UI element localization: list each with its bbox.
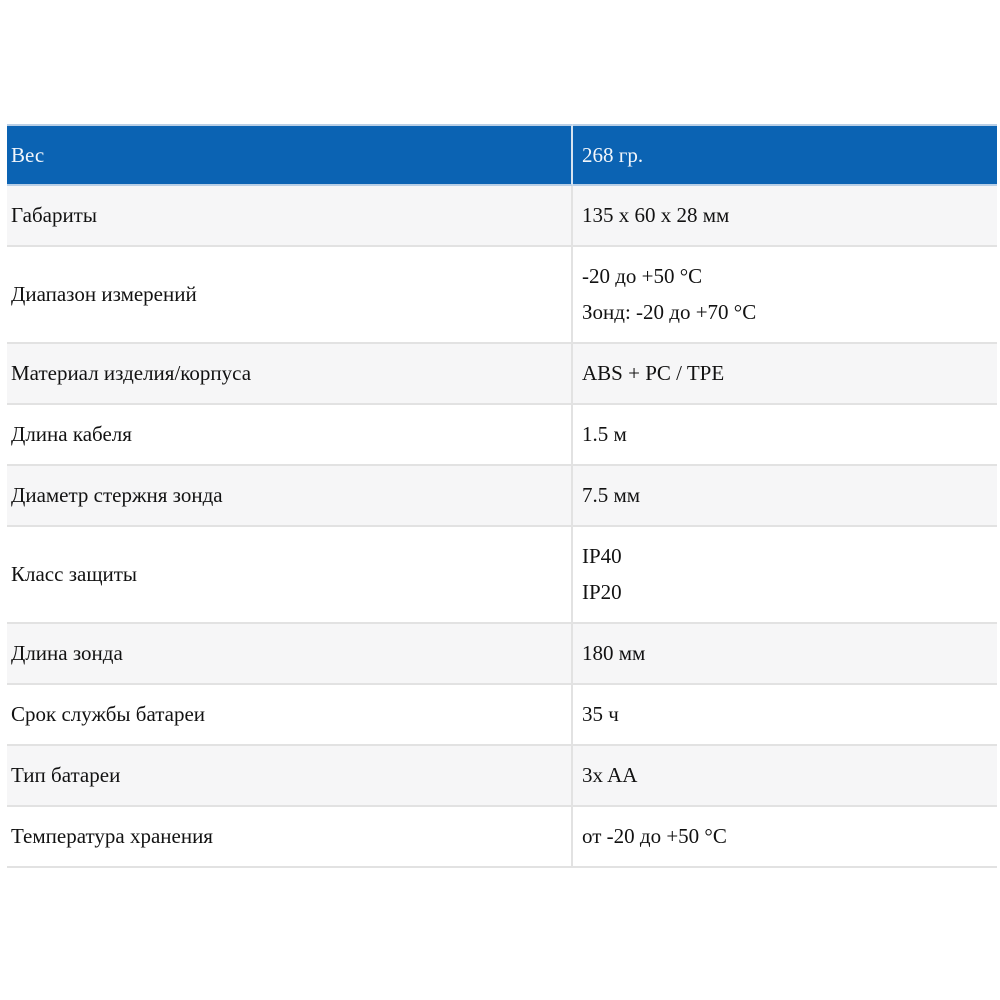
table-row xyxy=(7,247,997,344)
table-row xyxy=(7,685,997,746)
spec-label: Тип батареи xyxy=(11,763,121,787)
table-row xyxy=(7,746,997,807)
spec-value-cell xyxy=(573,186,997,247)
spec-header-row xyxy=(7,124,997,186)
table-row xyxy=(7,466,997,527)
spec-value: 35 ч xyxy=(582,702,619,726)
spec-label-cell xyxy=(7,466,573,527)
spec-value-line: IP40 xyxy=(582,544,622,568)
spec-value-line: Зонд: -20 до +70 °C xyxy=(582,300,757,324)
spec-value-line: IP20 xyxy=(582,580,622,604)
spec-label: Температура хранения xyxy=(11,824,213,848)
spec-value-line: -20 до +50 °C xyxy=(582,264,703,288)
spec-label-cell xyxy=(7,624,573,685)
spec-value: ABS + PC / TPE xyxy=(582,361,725,385)
spec-value: 135 x 60 x 28 мм xyxy=(582,203,730,227)
spec-value-cell xyxy=(573,466,997,527)
spec-value-cell xyxy=(573,247,997,344)
spec-label: Длина кабеля xyxy=(11,422,132,446)
spec-value: 1.5 м xyxy=(582,422,627,446)
spec-label: Вес xyxy=(11,143,45,167)
spec-value: от -20 до +50 °C xyxy=(582,824,727,848)
spec-label: Класс защиты xyxy=(11,562,138,586)
table-row xyxy=(7,344,997,405)
spec-value-cell xyxy=(573,746,997,807)
spec-label-cell xyxy=(7,124,573,186)
table-row xyxy=(7,807,997,868)
spec-label-cell xyxy=(7,807,573,868)
spec-label: Длина зонда xyxy=(11,641,123,665)
spec-label-cell xyxy=(7,186,573,247)
spec-value-cell xyxy=(573,527,997,624)
spec-value-cell xyxy=(573,624,997,685)
spec-value: 268 гр. xyxy=(582,143,644,167)
table-row xyxy=(7,186,997,247)
spec-label: Габариты xyxy=(11,203,97,227)
table-row xyxy=(7,405,997,466)
spec-value-cell xyxy=(573,685,997,746)
spec-label: Диаметр стержня зонда xyxy=(11,483,223,507)
spec-value-cell xyxy=(573,405,997,466)
spec-label-cell xyxy=(7,527,573,624)
spec-value: 7.5 мм xyxy=(582,483,641,507)
spec-value: 3x AA xyxy=(582,763,638,787)
spec-label-cell xyxy=(7,746,573,807)
spec-value: 180 мм xyxy=(582,641,646,665)
spec-label: Срок службы батареи xyxy=(11,702,206,726)
table-row xyxy=(7,527,997,624)
spec-value-cell xyxy=(573,124,997,186)
spec-value-cell xyxy=(573,344,997,405)
spec-label-cell xyxy=(7,685,573,746)
spec-label-cell xyxy=(7,344,573,405)
spec-value-cell xyxy=(573,807,997,868)
spec-label-cell xyxy=(7,247,573,344)
spec-label-cell xyxy=(7,405,573,466)
table-row xyxy=(7,624,997,685)
spec-label: Материал изделия/корпуса xyxy=(11,361,252,385)
spec-label: Диапазон измерений xyxy=(11,282,197,306)
specifications-table xyxy=(7,124,997,868)
